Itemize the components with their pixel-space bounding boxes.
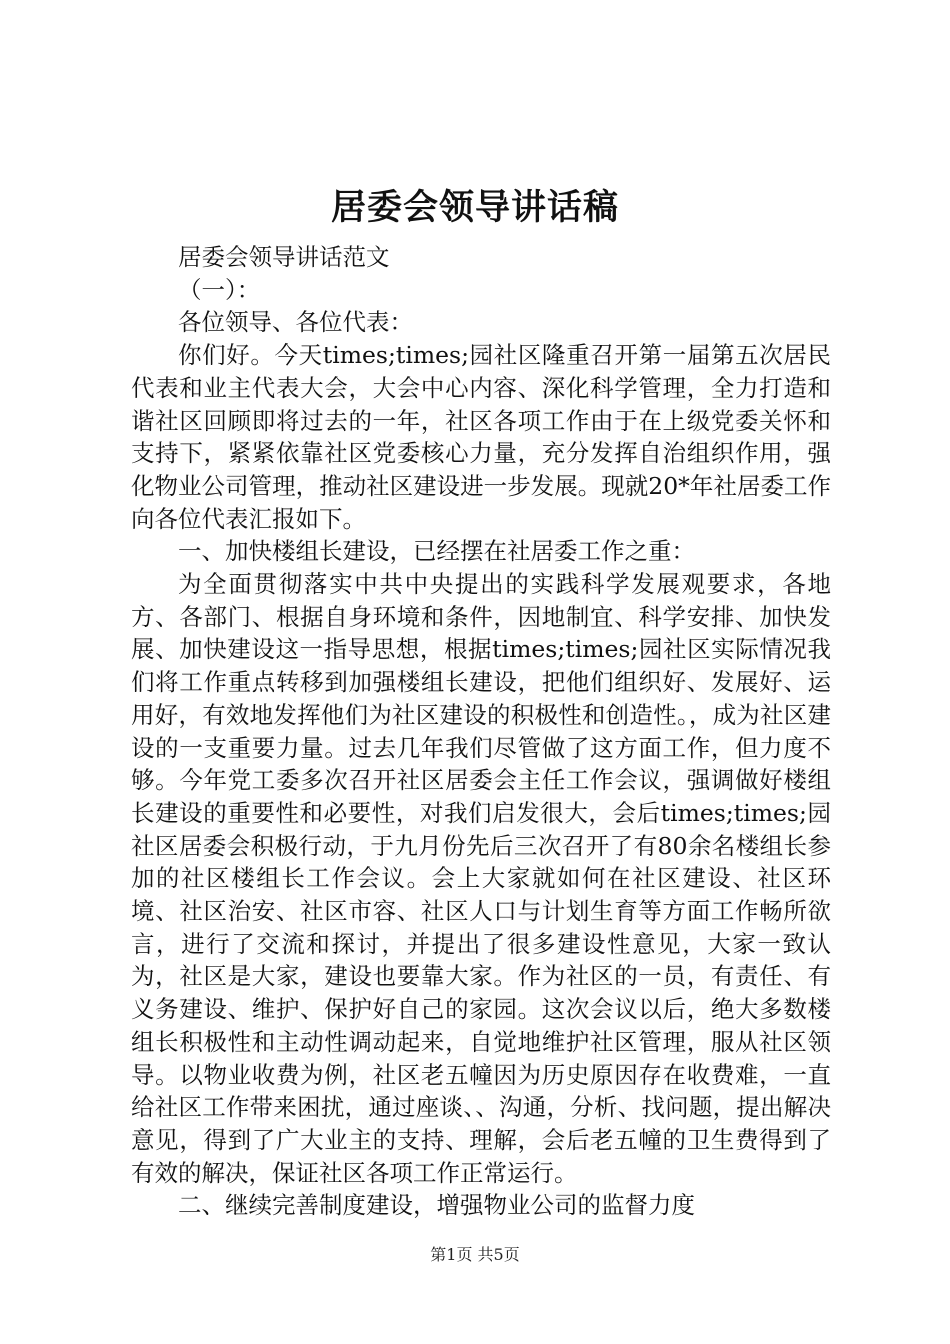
paragraph-section-number: （一）： <box>178 275 261 304</box>
paragraph-heading-one: 一、加快楼组长建设，已经摆在社居委工作之重： <box>178 537 695 566</box>
paragraph-salutation: 各位领导、各位代表： <box>178 308 413 337</box>
paragraph-opening: 你们好。今天times;times;园社区隆重召开第一届第五次居民代表和业主代表大会，大会中心内容、深化科学管理，全力打造和谐社区回顾即将过去的一年，社区各项工作由于在上级党委关怀和支持下，紧紧依靠社区党委核心力量，充分发挥自治组织作用，强化物业公司管理，推动社区建设进一步发展。现就20*年社居委工作向各位代表汇报如下。 <box>131 341 831 533</box>
paragraph-body-one: 为全面贯彻落实中共中央提出的实践科学发展观要求，各地方、各部门、根据自身环境和条件，因地制宜、科学安排、加快发展、加快建设这一指导思想，根据times;times;园社区实际情况我们将工作重点转移到加强楼组长建设，把他们组织好、发展好、运用好，有效地发挥他们为社区建设的积极性和创造性。，成为社区建设的一支重要力量。过去几年我们尽管做了这方面工作，但力度不够。今年党工委多次召开社区居委会主任工作会议，强调做好楼组长建设的重要性和必要性，对我们启发很大，会后times;times;园社区居委会积极行动，于九月份先后三次召开了有80余名楼组长参加的社区楼组长工作会议。会上大家就如何在社区建设、社区环境、社区治安、社区市容、社区人口与计划生育等方面工作畅所欲言，进行了交流和探讨，并提出了很多建设性意见，大家一致认为，社区是大家，建设也要靠大家。作为社区的一员，有责任、有义务建设、维护、保护好自己的家园。这次会议以后，绝大多数楼组长积极性和主动性调动起来，自觉地维护社区管理，服从社区领导。以物业收费为例，社区老五幢因为历史原因存在收费难，一直给社区工作带来困扰，通过座谈、、沟通，分析、找问题，提出解决意见，得到了广大业主的支持、理解，会后老五幢的卫生费得到了有效的解决，保证社区各项工作正常运行。 <box>131 570 831 1187</box>
paragraph-heading-two: 二、继续完善制度建设，增强物业公司的监督力度 <box>178 1191 695 1220</box>
paragraph-subtitle: 居委会领导讲话范文 <box>178 243 390 271</box>
document-title: 居委会领导讲话稿 <box>330 187 619 228</box>
page-footer: 第1页 共5页 <box>430 1245 520 1264</box>
document-body <box>131 241 831 1222</box>
